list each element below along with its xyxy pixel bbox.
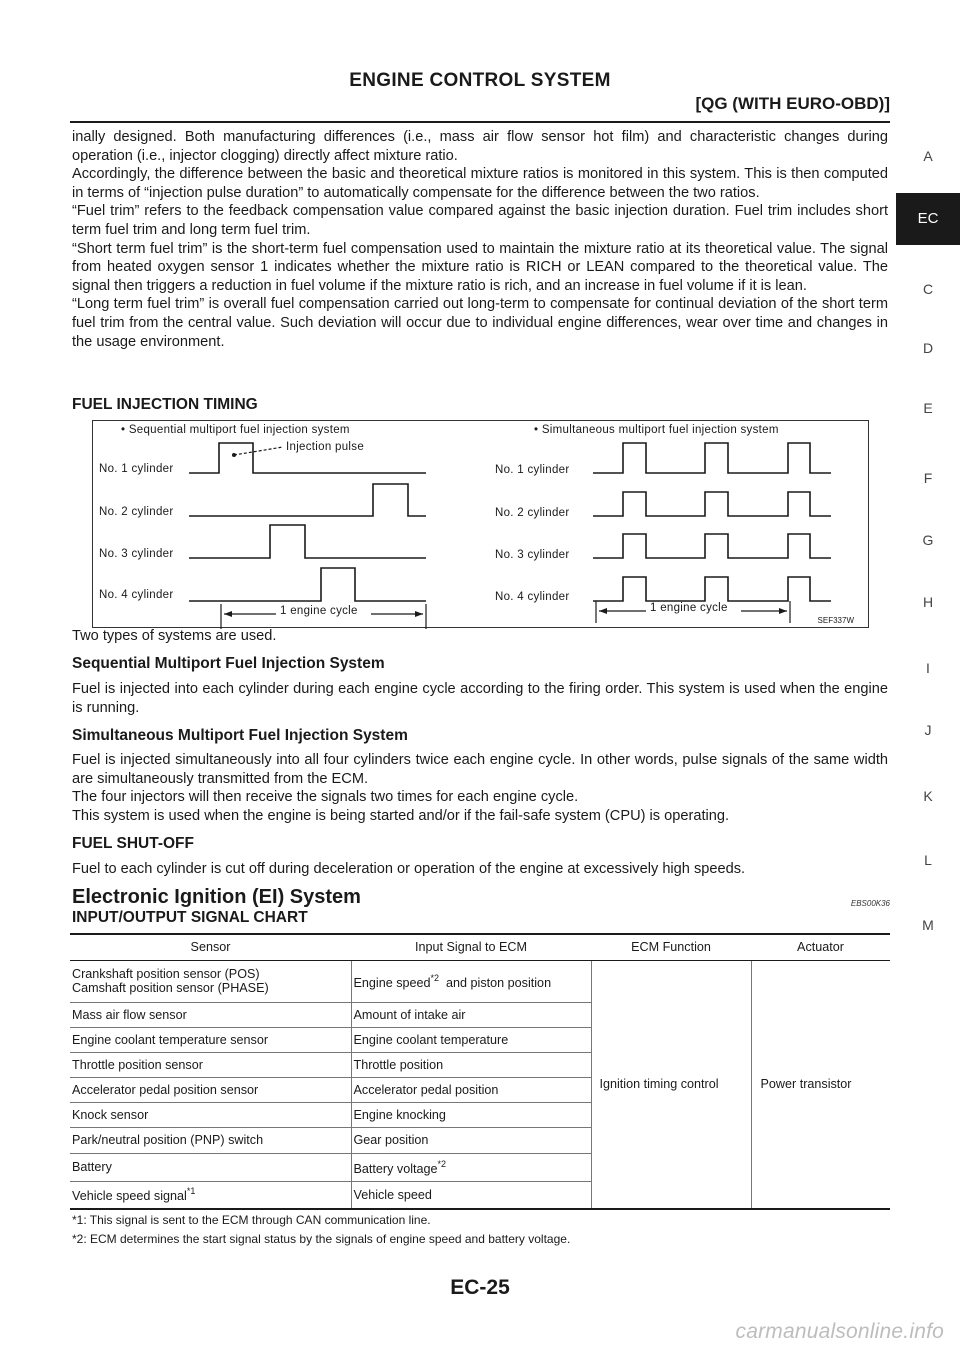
- signal-cell: Throttle position: [351, 1052, 591, 1077]
- sim-cylinder-1-label: No. 1 cylinder: [495, 464, 570, 476]
- side-tab-ec[interactable]: EC: [896, 193, 960, 245]
- figure-code: SEF337W: [817, 616, 854, 625]
- sim-engine-cycle-label: 1 engine cycle: [650, 602, 728, 614]
- intro-paragraph: inally designed. Both manufacturing differences (i.e., mass air flow sensor hot film) and characteristic changes during operation (i.e., injector clogging) directly affect mixture ratio.: [72, 129, 888, 164]
- injection-pulse-label: Injection pulse: [286, 441, 365, 453]
- timing-waveforms: [93, 421, 870, 629]
- signal-cell: Engine knocking: [351, 1102, 591, 1127]
- sensor-cell: Engine coolant temperature sensor: [70, 1027, 351, 1052]
- simultaneous-line: Fuel is injected simultaneously into all four cylinders twice each engine cycle. In other words, pulse signals of the same width are simultaneously transmitted from the ECM.: [72, 752, 888, 787]
- sim-cylinder-1-wave: [593, 443, 831, 473]
- seq-cylinder-2-label: No. 2 cylinder: [99, 506, 174, 518]
- signal-cell: Vehicle speed: [351, 1181, 591, 1209]
- side-tab-j[interactable]: J: [924, 722, 932, 738]
- sensor-cell: Battery: [70, 1153, 351, 1181]
- sensor-cell: Knock sensor: [70, 1102, 351, 1127]
- intro-paragraph: Accordingly, the difference between the basic and theoretical mixture ratios is monitored in this system. This is then computed in terms of “injection pulse duration” to automatically compensate for the difference between the two ratios.: [72, 166, 888, 201]
- simultaneous-text: [72, 751, 888, 825]
- ignition-heading: Electronic Ignition (EI) System: [72, 886, 361, 908]
- sensor-cell: Vehicle speed signal$^{*1}$: [70, 1181, 351, 1209]
- header-rule: [70, 121, 890, 123]
- header-actuator: Actuator: [751, 934, 890, 960]
- signal-cell: Engine coolant temperature: [351, 1027, 591, 1052]
- side-tab-d[interactable]: D: [922, 340, 934, 356]
- signal-cell: Battery voltage$^{*2}$: [351, 1153, 591, 1181]
- sensor-cell: Park/neutral position (PNP) switch: [70, 1127, 351, 1153]
- signal-cell: Gear position: [351, 1127, 591, 1153]
- page-number: EC-25: [450, 1276, 510, 1299]
- watermark: carmanualsonline.info: [735, 1320, 944, 1343]
- side-tab-a[interactable]: A: [923, 148, 933, 164]
- injection-timing-diagram: [92, 420, 869, 628]
- ecm-function-cell: Ignition timing control: [591, 960, 751, 1209]
- intro-text: [72, 128, 888, 351]
- seq-cylinder-3-wave: [189, 525, 426, 558]
- simultaneous-line: The four injectors will then receive the signals two times for each engine cycle.: [72, 789, 579, 806]
- seq-cylinder-1-label: No. 1 cylinder: [99, 463, 174, 475]
- seq-cylinder-4-wave: [189, 568, 426, 601]
- sensor-cell: Accelerator pedal position sensor: [70, 1077, 351, 1102]
- signal-cell: Amount of intake air: [351, 1002, 591, 1027]
- page-title: ENGINE CONTROL SYSTEM: [349, 70, 611, 91]
- sequential-system-title: • Sequential multiport fuel injection system: [121, 424, 350, 436]
- intro-paragraph: “Long term fuel trim” is overall fuel compensation carried out long-term to compensate for continual deviation of the short term fuel trim from the central value. Such deviation will occur due to individual engine differences, wear over time and changes in the usage environment.: [72, 296, 888, 350]
- intro-paragraph: “Short term fuel trim” is the short-term fuel compensation used to maintain the mixture ratio at its theoretical value. The signal from heated oxygen sensor 1 indicates whether the mixture ratio is RICH or LEAN compared to the theoretical value. The signal then triggers a reduction in fuel volume if the mixture ratio is rich, and an increase in fuel volume if it is lean.: [72, 240, 888, 294]
- side-tab-m[interactable]: M: [922, 917, 934, 933]
- section-ref-code: EBS00K36: [850, 899, 890, 908]
- signal-chart-heading: INPUT/OUTPUT SIGNAL CHART: [72, 909, 308, 926]
- signal-cell: Accelerator pedal position: [351, 1077, 591, 1102]
- simultaneous-line: This system is used when the engine is being started and/or if the fail-safe system (CPU) is operating.: [72, 807, 730, 824]
- side-tab-i[interactable]: I: [926, 660, 930, 676]
- sim-cylinder-3-label: No. 3 cylinder: [495, 549, 570, 561]
- side-tab-l[interactable]: L: [924, 852, 932, 868]
- side-index: [896, 0, 960, 1358]
- simultaneous-system-title: • Simultaneous multiport fuel injection system: [534, 424, 779, 436]
- side-tab-h[interactable]: H: [922, 594, 934, 610]
- intro-paragraph: “Fuel trim” refers to the feedback compensation value compared against the basic injection duration. Fuel trim includes short term fuel trim and long term fuel trim.: [72, 203, 888, 238]
- sim-cylinder-2-wave: [593, 492, 831, 516]
- header-sensor: Sensor: [70, 934, 351, 960]
- fuel-shutoff-heading: FUEL SHUT-OFF: [72, 835, 194, 852]
- sequential-heading: Sequential Multiport Fuel Injection System: [72, 655, 385, 672]
- page-header: [70, 70, 890, 113]
- sim-cylinder-2-label: No. 2 cylinder: [495, 507, 570, 519]
- table-row: [70, 960, 890, 1002]
- side-tab-g[interactable]: G: [922, 532, 934, 548]
- actuator-cell: Power transistor: [751, 960, 890, 1209]
- table-header-row: [70, 934, 890, 960]
- sensor-cell: Crankshaft position sensor (POS) Camshaft position sensor (PHASE): [70, 960, 351, 1002]
- sensor-cell: Mass air flow sensor: [70, 1002, 351, 1027]
- two-systems-caption: Two types of systems are used.: [72, 628, 277, 644]
- side-tab-f[interactable]: F: [923, 470, 933, 486]
- side-tab-k[interactable]: K: [923, 788, 933, 804]
- header-input-signal: Input Signal to ECM: [351, 934, 591, 960]
- seq-cylinder-4-label: No. 4 cylinder: [99, 589, 174, 601]
- fuel-shutoff-text: Fuel to each cylinder is cut off during deceleration or operation of the engine at excessively high speeds.: [72, 861, 746, 877]
- sim-cylinder-4-wave: [593, 577, 831, 601]
- sensor-cell: Throttle position sensor: [70, 1052, 351, 1077]
- header-ecm-function: ECM Function: [591, 934, 751, 960]
- signal-chart-table: [70, 933, 890, 1210]
- sim-cylinder-3-wave: [593, 534, 831, 558]
- sim-cylinder-4-label: No. 4 cylinder: [495, 591, 570, 603]
- sequential-text: Fuel is injected into each cylinder during each engine cycle according to the firing order. This system is used when the engine is running.: [72, 681, 888, 716]
- seq-engine-cycle-label: 1 engine cycle: [280, 605, 358, 617]
- footnote-1: *1: This signal is sent to the ECM through CAN communication line.: [72, 1213, 431, 1227]
- side-tab-e[interactable]: E: [923, 400, 933, 416]
- simultaneous-heading: Simultaneous Multiport Fuel Injection System: [72, 727, 408, 744]
- fuel-injection-timing-heading: FUEL INJECTION TIMING: [72, 396, 258, 413]
- page-subtitle: [QG (WITH EURO-OBD)]: [695, 94, 890, 113]
- side-tab-c[interactable]: C: [922, 281, 934, 297]
- seq-cylinder-3-label: No. 3 cylinder: [99, 548, 174, 560]
- footnote-2: *2: ECM determines the start signal status by the signals of engine speed and battery voltage.: [72, 1232, 571, 1246]
- signal-cell: Engine speed$^{*2}$ and piston position: [351, 960, 591, 1002]
- seq-cylinder-2-wave: [189, 484, 426, 516]
